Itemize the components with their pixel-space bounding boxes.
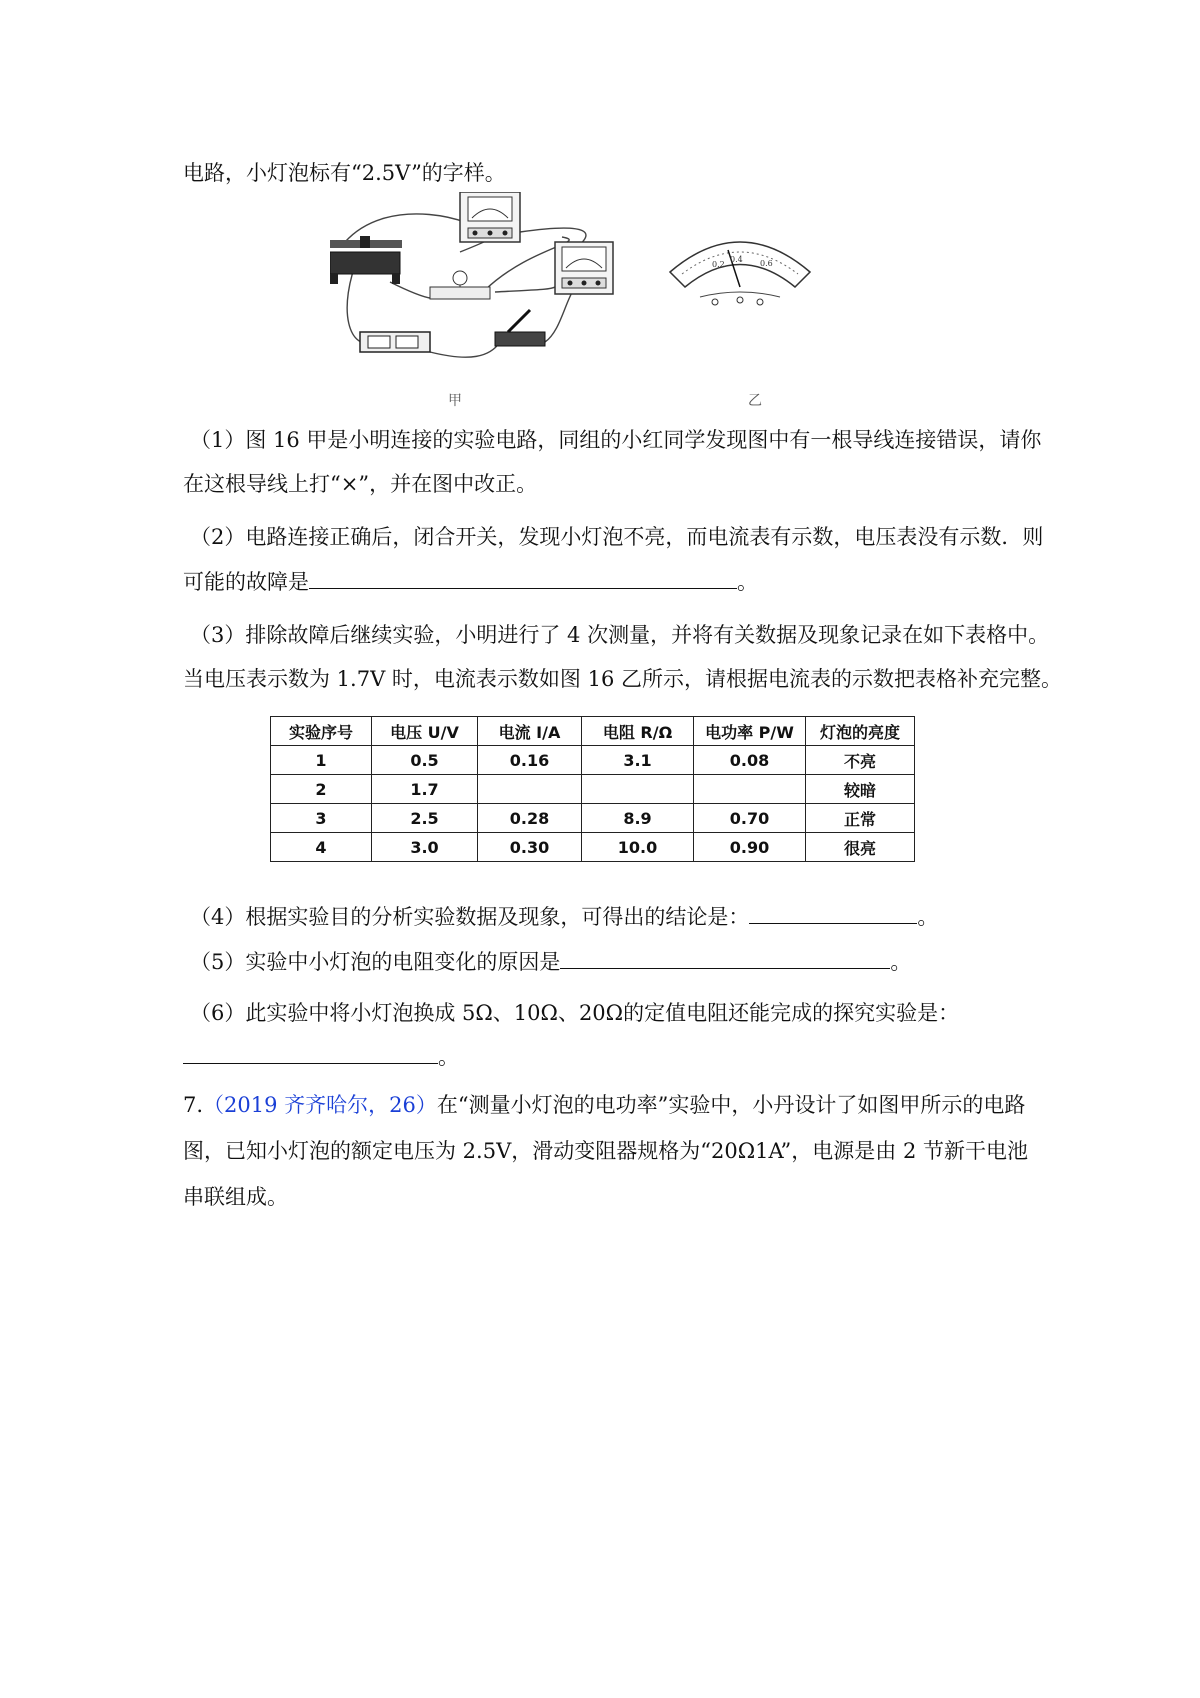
q5-answer-blank[interactable]: [560, 948, 890, 969]
q2-prefix: 可能的故障是: [183, 570, 309, 594]
table-cell: 0.30: [478, 833, 582, 862]
voltmeter-icon: [460, 192, 520, 242]
q7-source-link[interactable]: （2019 齐齐哈尔，26）: [203, 1093, 437, 1117]
table-cell: 0.70: [694, 804, 806, 833]
figure-label-yi: 乙: [748, 393, 762, 409]
q5-suffix: 。: [890, 950, 912, 974]
table-cell: 1: [271, 746, 372, 775]
q1-line2: 在这根导线上打“×”，并在图中改正。: [183, 472, 538, 496]
circuit-diagram-image: [330, 192, 890, 412]
q6-suffix: 。: [438, 1045, 459, 1069]
table-cell: 10.0: [582, 833, 694, 862]
table-cell: 0.16: [478, 746, 582, 775]
q4-suffix: 。: [917, 905, 939, 929]
q1-line1: （1）图 16 甲是小明连接的实验电路，同组的小红同学发现图中有一根导线连接错误，请你: [190, 428, 1042, 452]
q6-line1: （6）此实验中将小灯泡换成 5Ω、10Ω、20Ω的定值电阻还能完成的探究实验是：: [190, 1001, 960, 1025]
q4-prefix: （4）根据实验目的分析实验数据及现象，可得出的结论是：: [190, 905, 750, 929]
table-row: [271, 746, 915, 775]
table-cell: 较暗: [806, 775, 915, 804]
q7-line1-rest: 在“测量小灯泡的电功率”实验中，小丹设计了如图甲所示的电路: [436, 1093, 1026, 1117]
table-cell: 3.0: [372, 833, 478, 862]
table-header-cell: 实验序号: [271, 717, 372, 746]
table-header-cell: 电阻 R/Ω: [582, 717, 694, 746]
q2-line1: （2）电路连接正确后，闭合开关，发现小灯泡不亮，而电流表有示数，电压表没有示数．则: [190, 525, 1044, 549]
table-cell: 2: [271, 775, 372, 804]
q4-line: [190, 902, 938, 932]
table-cell: 0.08: [694, 746, 806, 775]
table-cell: 不亮: [806, 746, 915, 775]
table-cell: 2.5: [372, 804, 478, 833]
table-cell: 3.1: [582, 746, 694, 775]
svg-text:0.4: 0.4: [730, 255, 743, 264]
q2-line2: [183, 567, 758, 597]
svg-text:0.6: 0.6: [760, 259, 773, 268]
svg-text:0.2: 0.2: [712, 260, 725, 269]
table-cell: 0.90: [694, 833, 806, 862]
table-header-cell: 电流 I/A: [478, 717, 582, 746]
bulb-icon: [430, 271, 490, 299]
q3-line1: （3）排除故障后继续实验，小明进行了 4 次测量，并将有关数据及现象记录在如下表格中。: [190, 623, 1050, 647]
table-header-cell: 灯泡的亮度: [806, 717, 915, 746]
table-header-cell: 电功率 P/W: [694, 717, 806, 746]
q3-line2: 当电压表示数为 1.7V 时，电流表示数如图 16 乙所示，请根据电流表的示数把表格补充完整。: [183, 667, 1062, 691]
table-cell: 3: [271, 804, 372, 833]
figure-label-jia: 甲: [448, 393, 462, 409]
q6-line2: [183, 1042, 459, 1072]
table-cell: 很亮: [806, 833, 915, 862]
table-cell-empty[interactable]: [694, 775, 806, 804]
q2-answer-blank[interactable]: [309, 568, 737, 589]
q6-answer-blank[interactable]: [183, 1043, 438, 1064]
table-row: [271, 775, 915, 804]
q7-number: 7.: [183, 1093, 204, 1117]
table-cell: 正常: [806, 804, 915, 833]
table-header-row: [271, 717, 915, 746]
q7-line1: [183, 1090, 1025, 1120]
table-header-cell: 电压 U/V: [372, 717, 478, 746]
q5-line: [190, 947, 911, 977]
q2-suffix: 。: [737, 570, 758, 594]
q4-answer-blank[interactable]: [749, 903, 917, 924]
data-table: [270, 716, 915, 862]
battery-icon: [360, 332, 430, 352]
table-cell: 0.28: [478, 804, 582, 833]
table-row: [271, 804, 915, 833]
q5-prefix: （5）实验中小灯泡的电阻变化的原因是: [190, 950, 561, 974]
ammeter-dial-icon: [670, 242, 810, 305]
table-cell: 4: [271, 833, 372, 862]
q7-line3: 串联组成。: [183, 1185, 288, 1209]
q7-line2: 图，已知小灯泡的额定电压为 2.5V，滑动变阻器规格为“20Ω1A”，电源是由 2 节新干电池: [183, 1139, 1028, 1163]
switch-icon: [495, 310, 545, 346]
table-cell: 0.5: [372, 746, 478, 775]
intro-line: 电路，小灯泡标有“2.5V”的字样。: [183, 161, 506, 185]
rheostat-icon: [330, 236, 402, 284]
table-cell-empty[interactable]: [582, 775, 694, 804]
table-row: [271, 833, 915, 862]
table-cell: 8.9: [582, 804, 694, 833]
table-cell-empty[interactable]: [478, 775, 582, 804]
circuit-figure: [330, 192, 890, 412]
ammeter-icon: [555, 242, 613, 294]
table-cell: 1.7: [372, 775, 478, 804]
